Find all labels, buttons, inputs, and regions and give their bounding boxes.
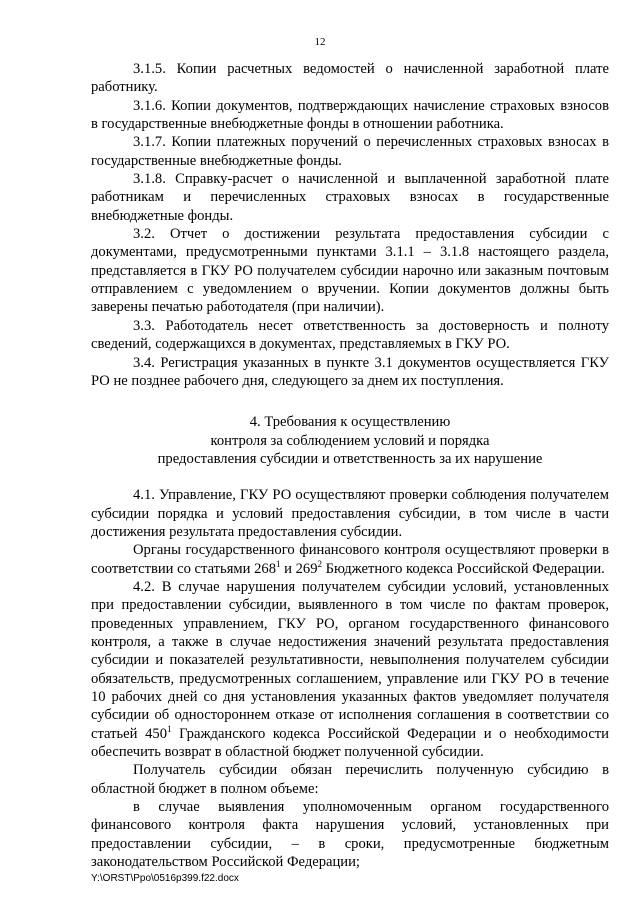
paragraph-control-organs: [91, 541, 609, 578]
page-number: 12: [314, 36, 326, 48]
paragraph-4-2: [91, 578, 609, 761]
paragraph-4-1: 4.1. Управление, ГКУ РО осуществляют проверки соблюдения получателем субсидии порядка и условий предоставления субсидии, в том числе в части достижения результата предоставления субсидии.: [91, 487, 609, 540]
organs-text-3: Бюджетного кодекса Российской Федерации.: [322, 560, 605, 577]
organs-text-1: Органы государственного финансового контроля осуществляют проверки в соответствии со статьями 268: [91, 542, 609, 577]
footer-file-path: Y:\ORST\Ppo\0516p399.f22.docx: [91, 873, 239, 884]
heading-line-2: контроля за соблюдением условий и порядка: [210, 432, 490, 449]
paragraph-3-1-8: 3.1.8. Справку-расчет о начисленной и выплаченной заработной плате работникам и перечисленных страховых взносах в государственные внебюджетные фонды.: [91, 171, 609, 224]
paragraph-3-1-5: 3.1.5. Копии расчетных ведомостей о начисленной заработной плате работнику.: [91, 61, 609, 96]
paragraph-3-4: 3.4. Регистрация указанных в пункте 3.1 документов осуществляется ГКУ РО не позднее рабочего дня, следующего за днем их поступления.: [91, 354, 609, 389]
section-4-heading: [91, 413, 609, 468]
paragraph-3-3: 3.3. Работодатель несет ответственность за достоверность и полноту сведений, содержащихся в документах, представляемых в ГКУ РО.: [91, 317, 609, 353]
paragraph-3-1-7: 3.1.7. Копии платежных поручений о перечисленных страховых взносах в государственные внебюджетные фонды.: [91, 134, 609, 169]
organs-sup-2: 2: [317, 558, 322, 569]
p42-text-2: Гражданского кодекса Российской Федерации и о необходимости обеспечить возврат в областной бюджет полученной субсидии.: [91, 725, 609, 761]
p42-text-1: 4.2. В случае нарушения получателем субсидии условий, установленных при предоставлении субсидии, выявленного в том числе по фактам проверок, проведенных управлением, ГКУ РО, органом государственного финансового контроля, а также в случае недостижения значений результата предоставления субсидии и показателей результативности, невыполнения получателем субсидии обязательств, предусмотренных соглашением, управление или ГКУ РО в течение 10 рабочих дней со дня установления указанных фактов уведомляет получателя субсидии об одностороннем отказе от исполнения соглашения в соответствии со статьей 450: [91, 578, 609, 742]
paragraph-3-2: 3.2. Отчет о достижении результата предоставления субсидии с документами, предусмотренными пунктами 3.1.1 – 3.1.8 настоящего раздела, представляется в ГКУ РО получателем субсидии нарочно или заказным почтовым отправлением с уведомлением о вручении. Копии документов должны быть заверены печатью работодателя (при наличии).: [91, 226, 609, 316]
organs-sup-1: 1: [276, 558, 281, 569]
heading-line-1: 4. Требования к осуществлению: [249, 414, 451, 431]
p42-sup: 1: [167, 723, 172, 734]
paragraph-3-1-6: 3.1.6. Копии документов, подтверждающих начисление страховых взносов в государственные внебюджетные фонды в отношении работника.: [91, 97, 609, 133]
document-body: [91, 60, 609, 871]
paragraph-case-control: в случае выявления уполномоченным органом государственного финансового контроля факта нарушения условий, установленных при предоставлении субсидии, – в сроки, предусмотренные бюджетным законодательством Российской Федерации;: [91, 799, 609, 871]
paragraph-return-obligation: Получатель субсидии обязан перечислить полученную субсидию в областной бюджет в полном объеме:: [91, 762, 609, 797]
heading-line-3: предоставления субсидии и ответственность за их нарушение: [157, 450, 543, 467]
organs-text-2: и 269: [280, 560, 318, 577]
